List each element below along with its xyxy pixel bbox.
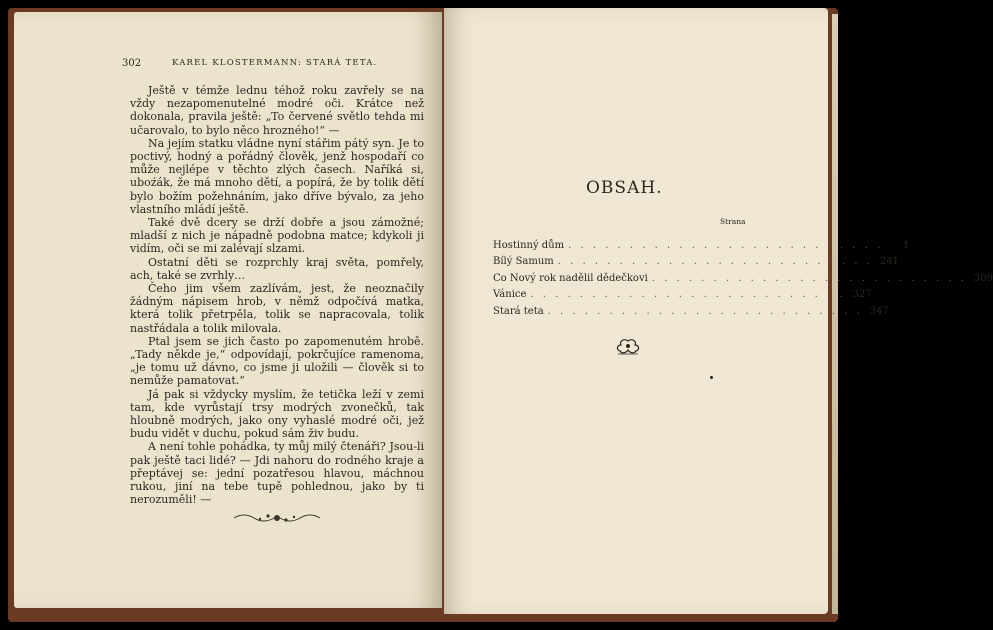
toc-entry-title: Vánice (493, 289, 527, 300)
toc-entry-page: 1 (902, 239, 910, 251)
ink-speck (710, 376, 713, 379)
paragraph: A není tohle pohádka, ty můj milý čtenáři? Jsou-li pak ještě taci lidé? — Jdi nahoru do rodného kraje a přeptávej se: jední pozatřesou hlavou, máchnou rukou, jiní na tebe tupě pohlednou, jako by ti nerozuměli! — (130, 440, 424, 507)
toc-entry-page: 347 (869, 305, 889, 317)
end-ornament-icon (232, 508, 322, 528)
paragraph: Ptal jsem se jich často po zapomenutém hrobě. „Tady někde je,“ odpovídají, pokrčujíce ramenoma, „je tomu už dávno, co jsme ji uložili — člověk si to nemůže pamatovat.“ (130, 334, 424, 388)
toc-leader-dots: . . . . . . . . . . . . . . . . . . . . . . . . . . (651, 272, 967, 284)
toc-page-column-label: Strana (720, 217, 746, 226)
toc-entry-title: Bílý Samum (493, 256, 554, 267)
toc-leader-dots: . . . . . . . . . . . . . . . . . . . . . . . . . . (568, 239, 884, 251)
toc-entry (493, 300, 889, 317)
page-number: 302 (122, 58, 142, 69)
paragraph: Na jejím statku vládne nyní stářim pátý syn. Je to poctivý, hodný a pořádný člověk, jenž hospodaří co může nejlépe v těchto zlých časech. Naříká si, uboźák, že má mnoho dětí, a popírá, že by tolik dětí bylo božím požehnáním, jako dříve bývalo, za jeho vlastního mládí ještě. (130, 136, 424, 216)
body-text (130, 84, 424, 507)
paragraph: Ostatní děti se rozprchly kraj světa, pomřely, ach, také se zvrhly… (130, 255, 424, 282)
paragraph: Také dvě dcery se drží dobře a jsou zámožné; mladší z nich je nápadně podobna matce; kdykoli ji vidím, oči se mi zalévají slzami. (130, 216, 424, 256)
paragraph: Čeho jim všem zazlívám, jest, že neoznačily žádným nápisem hrob, v němž odpočívá matka, která tolik přetrpěla, tolik se napracovala, tolik nastřádala a tolik milovala. (130, 282, 424, 335)
toc-entry-page: 241 (879, 256, 899, 267)
toc-entry-page: 309 (973, 272, 993, 284)
toc-entry (493, 251, 899, 268)
paragraph: Já pak si vždycky myslím, že tetička leží v zemi tam, kde vyrůstají trsy modrých zvonečků, tak hloubně modrých, jako ony vyhaslé modré oči, jež budu vidět v duchu, pokud sám živ budu. (130, 387, 424, 441)
toc-leader-dots: . . . . . . . . . . . . . . . . . . . . . . . . . . (530, 289, 846, 300)
toc-entry-title: Stará teta (493, 305, 544, 317)
toc-entry (493, 284, 872, 301)
toc-entry (493, 267, 993, 284)
toc-leader-dots: . . . . . . . . . . . . . . . . . . . . . . . . . . (547, 305, 863, 317)
floral-ornament-icon (614, 338, 642, 356)
toc-leader-dots: . . . . . . . . . . . . . . . . . . . . . . . . . . (557, 256, 873, 267)
table-of-contents (493, 234, 993, 317)
running-head: KAREL KLOSTERMANN: STARÁ TETA. (172, 58, 378, 68)
toc-entry-title: Co Nový rok nadělil dědečkovi (493, 272, 648, 284)
toc-entry-title: Hostinný dům (493, 239, 565, 251)
toc-title: OBSAH. (586, 178, 663, 198)
toc-entry-page: 327 (852, 289, 872, 300)
paragraph: Ještě v témže lednu téhož roku zavřely se na vždy nezapomenutelné modré oči. Krátce než dokonala, pravila ještě: „To červené světlo tehda mi učarovalo, to bylo něco hrozného!“ — (130, 84, 424, 137)
toc-entry (493, 234, 910, 251)
